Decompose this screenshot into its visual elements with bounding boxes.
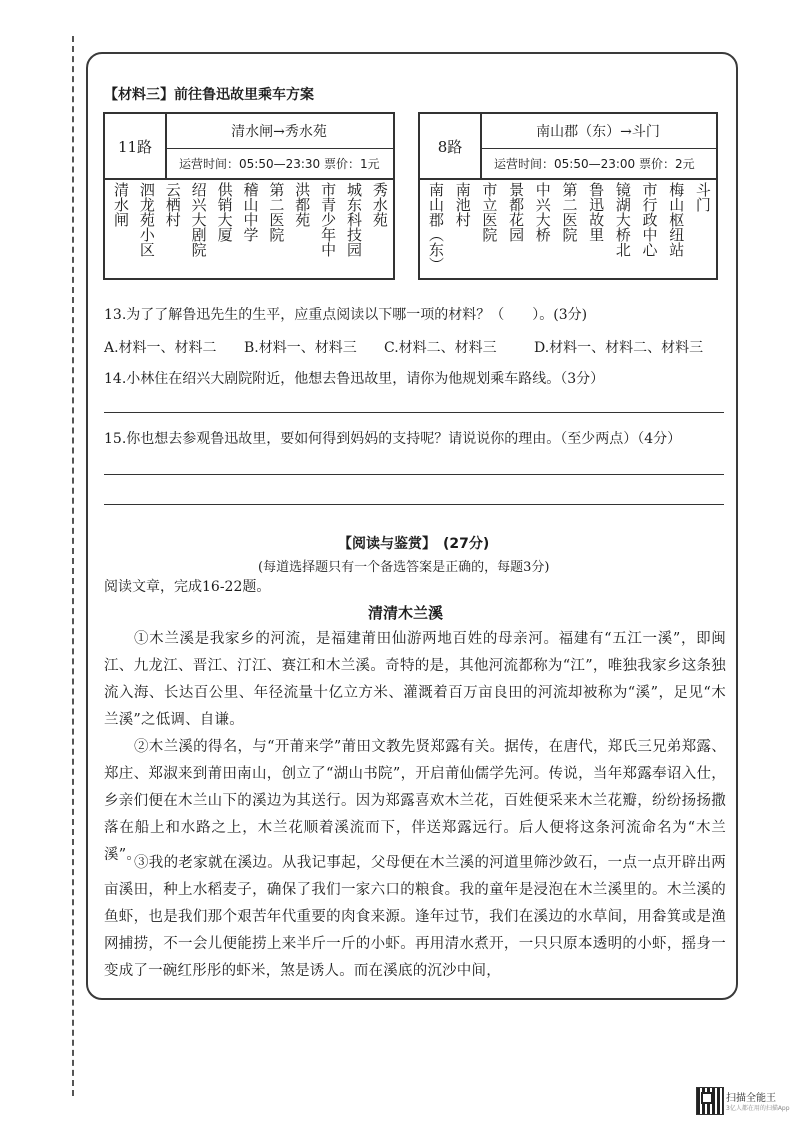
route-number: 11路 [105,114,167,178]
route-line: 南山郡（东）→斗门 [480,114,716,149]
stop: 梅山枢纽站 [667,182,686,257]
section-note: (每道选择题只有一个备选答案是正确的，每题3分) [258,560,550,575]
answer-line-15b[interactable] [104,504,724,505]
stop: 市行政中心 [640,182,659,257]
stop: 绍兴大剧院 [189,182,208,257]
article-title: 清清木兰溪 [368,604,444,622]
stop: 南山郡（东） [427,182,445,272]
q13-option-a[interactable]: A.材料一、材料二 [104,340,217,356]
paragraph-2: ②木兰溪的得名，与“开莆来学”莆田文教先贤郑露有关。据传，在唐代，郑氏三兄弟郑露、郑庄、郑淑来到莆田南山，创立了“湖山书院”，开启莆仙儒学先河。传说，当年郑露奉诏入仕，乡亲们便在木兰山下的溪边为其送行。因为郑露喜欢木兰花，百姓便采来木兰花瓣，纷纷扬扬撒落在船上和水路之上，木兰花顺着溪流而下，伴送郑露远行。后人便将这条河流命名为“木兰溪”。 [104,739,726,863]
route-stops [113,182,387,274]
stop: 南池村 [453,182,472,227]
stop: 第二医院 [267,182,286,242]
route-header [420,114,716,180]
paragraph-3: ③我的老家就在溪边。从我记事起，父母便在木兰溪的河道里筛沙敛石，一点一点开辟出两亩溪田，种上水稻麦子，确保了我们一家六口的粮食。我的童年是浸泡在木兰溪里的。木兰溪的鱼虾，也是我们那个艰苦年代重要的肉食来源。逢年过节，我们在溪边的水草间，用畚箕或是渔网捕捞，不一会儿便能捞上来半斤一斤的小虾。再用清水煮开，一只只原本透明的小虾，摇身一变成了一碗红彤彤的虾米，煞是诱人。而在溪底的沉沙中间， [104,855,726,979]
stop: 景都花园 [507,182,526,242]
question-14: 14.小林住在绍兴大剧院附近，他想去鲁迅故里，请你为他规划乘车路线。（3分） [104,371,605,387]
scanner-subtitle: 3亿人都在用的扫描App [726,1105,790,1112]
qr-code-icon [696,1087,724,1115]
section-title: 【阅读与鉴赏】 (27分) [338,536,490,552]
stop: 城东科技园 [345,182,364,257]
reading-instruction: 阅读文章，完成16-22题。 [104,579,271,595]
answer-line-15a[interactable] [104,474,724,475]
stop: 泗龙苑小区 [137,182,156,257]
stop: 清水闸 [112,182,130,227]
route-stops [428,182,710,274]
material-three-title: 【材料三】前往鲁迅故里乘车方案 [104,87,314,103]
route-info: 运营时间：05:50—23:00 票价：2元 [494,156,695,171]
stop: 供销大厦 [215,182,234,242]
stop: 秀水苑 [370,182,389,227]
stop: 第二医院 [560,182,579,242]
question-13: 13.为了了解鲁迅先生的生平，应重点阅读以下哪一项的材料？（ ）。(3分) [104,307,588,323]
stop: 斗门 [693,182,712,212]
stop: 鲁迅故里 [587,182,606,242]
stop: 洪都苑 [293,182,312,227]
stop: 市青少年中 [319,182,338,257]
route-info: 运营时间：05:50—23:30 票价：1元 [179,156,380,171]
answer-line-14[interactable] [104,412,724,413]
scanner-brand: 扫描全能王 [726,1093,776,1104]
route-number: 8路 [420,114,482,178]
stop: 市立医院 [480,182,499,242]
q13-option-c[interactable]: C.材料二、材料三 [384,340,497,356]
route-table-8 [418,112,718,280]
stop: 稽山中学 [241,182,260,242]
stop: 镜湖大桥北 [613,182,632,257]
route-line: 清水闸→秀水苑 [165,114,393,149]
paragraph-1: ①木兰溪是我家乡的河流，是福建莆田仙游两地百姓的母亲河。福建有“五江一溪”，即闽江、九龙江、晋江、汀江、赛江和木兰溪。奇特的是，其他河流都称为“江”，唯独我家乡这条独流入海、长达百公里、年径流量十亿立方米、灌溉着百万亩良田的河流却被称为“溪”，足见“木兰溪”之低调、自谦。 [104,631,726,728]
route-header [105,114,393,180]
stop: 云栖村 [163,182,182,227]
binding-margin-line [72,36,74,1096]
q13-option-b[interactable]: B.材料一、材料三 [244,340,357,356]
stop: 中兴大桥 [533,182,552,242]
question-15: 15.你也想去参观鲁迅故里，要如何得到妈妈的支持呢？请说说你的理由。（至少两点）（4分） [104,431,682,447]
route-table-11 [103,112,395,280]
q13-option-d[interactable]: D.材料一、材料二、材料三 [534,340,704,356]
